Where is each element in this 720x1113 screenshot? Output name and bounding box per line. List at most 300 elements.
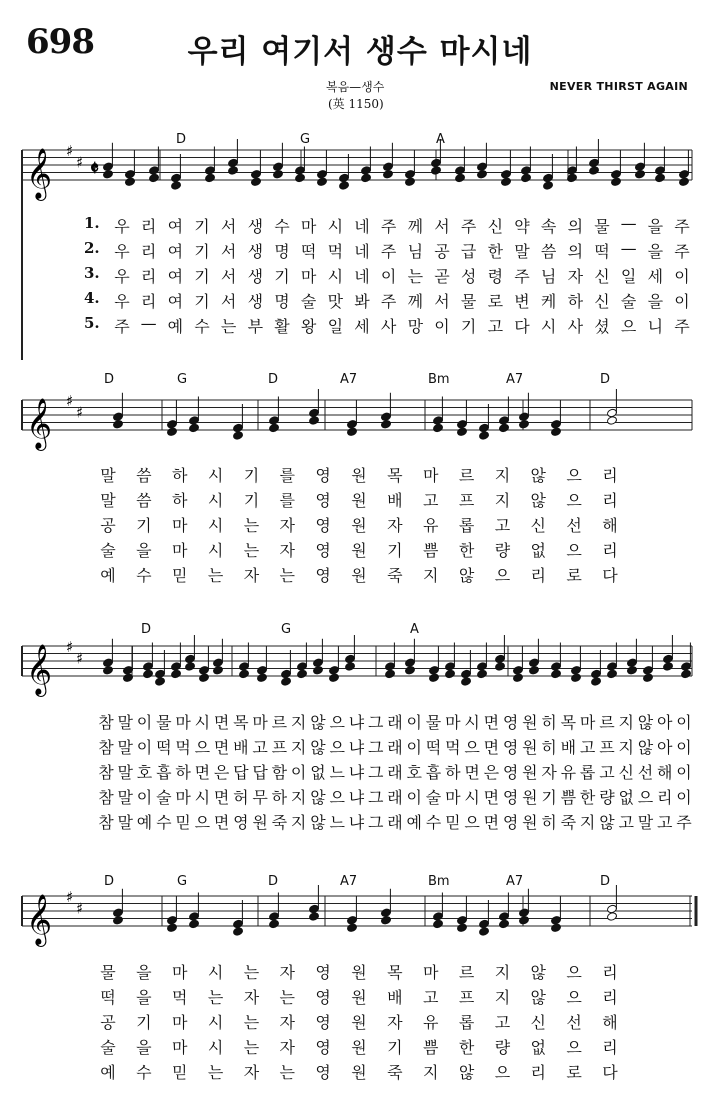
lyric-syllable: 기 (194, 292, 210, 311)
lyric-syllable: 술 (156, 788, 172, 807)
chord-symbol: A7 (506, 874, 524, 889)
lyric-syllable: 여 (167, 267, 184, 286)
lyric-syllable: 는 (207, 988, 224, 1007)
lyric-syllable: 명 (274, 242, 290, 261)
lyric-syllable: 니 (647, 317, 664, 336)
lyric-syllable: 약 (514, 217, 530, 236)
lyric-syllable: 르 (458, 963, 475, 982)
note-head (381, 908, 392, 918)
lyric-syllable: 지 (494, 491, 511, 510)
lyric-syllable: 생 (247, 242, 264, 261)
lyric-syllable: 않 (530, 963, 547, 982)
lyric-syllable: 여 (167, 242, 184, 261)
lyric-syllable: 께 (407, 217, 424, 236)
lyric-syllable: 일 (620, 267, 637, 286)
lyric-syllable: 망 (407, 317, 424, 336)
lyric-syllable: 먹 (171, 988, 188, 1007)
chord-symbol: A7 (506, 372, 524, 387)
lyric-syllable: 는 (279, 988, 296, 1007)
lyric-syllable: 신 (487, 217, 504, 236)
lyric-syllable: 이 (676, 763, 692, 782)
lyric-syllable: 이 (136, 788, 153, 807)
lyric-syllable: 명 (274, 292, 290, 311)
lyric-syllable: 주 (380, 242, 397, 261)
lyric-syllable: 흡 (156, 763, 172, 782)
lyric-syllable: 영 (315, 491, 331, 510)
lyric-syllable: 맛 (327, 292, 344, 311)
lyric-syllable: 면 (194, 763, 211, 782)
note-head (189, 919, 200, 929)
lyric-syllable: 으 (329, 713, 345, 732)
lyric-syllable: 봐 (354, 292, 370, 311)
lyric-syllable: 죽 (387, 566, 403, 585)
note-head (433, 919, 444, 929)
lyric-syllable: 리 (602, 491, 618, 510)
chord-symbol: D (600, 372, 611, 387)
lyric-syllable: 자 (279, 1013, 296, 1032)
note-head (233, 927, 244, 937)
treble-clef-icon: 𝄞 (26, 644, 53, 695)
chord-symbol: D (176, 132, 187, 147)
lyric-syllable: 않 (310, 713, 326, 732)
lyric-syllable: 로 (487, 292, 504, 311)
chord-symbol: D (141, 622, 152, 637)
lyric-syllable: 선 (566, 1013, 582, 1032)
lyric-syllable: 해 (656, 763, 673, 782)
lyric-syllable: 참 (98, 713, 114, 732)
lyric-syllable: 해 (602, 516, 618, 535)
lyric-syllable: 리 (602, 1038, 618, 1057)
lyric-syllable: 기 (541, 788, 557, 807)
lyric-syllable: 쁨 (422, 1038, 439, 1057)
lyric-syllable: 주 (380, 217, 397, 236)
lyric-syllable: 이 (380, 267, 397, 286)
lyric-syllable: 하 (171, 466, 188, 485)
lyric-syllable: 를 (279, 491, 296, 510)
sharp-icon: ♯ (76, 153, 84, 172)
lyric-syllable: 마 (175, 788, 191, 807)
lyric-syllable: 기 (136, 1013, 152, 1032)
lyric-syllable: 래 (387, 813, 403, 832)
lyric-syllable: 으 (464, 813, 480, 832)
lyric-syllable: 쁨 (560, 788, 577, 807)
lyric-syllable: 죽 (271, 813, 288, 832)
lyric-syllable: 씀 (136, 466, 152, 485)
lyric-syllable: 답 (233, 763, 249, 782)
lyric-syllable: 서 (220, 292, 237, 311)
lyric-syllable: 않 (310, 813, 326, 832)
lyric-syllable: 한 (458, 1038, 475, 1057)
lyric-syllable: 믿 (171, 566, 188, 585)
chord-symbol: D (104, 372, 115, 387)
lyric-syllable: 않 (458, 1063, 475, 1082)
lyric-syllable: 리 (140, 267, 157, 286)
lyric-syllable: 으 (620, 317, 637, 336)
lyric-syllable: 시 (464, 788, 480, 807)
lyric-syllable: 영 (502, 788, 519, 807)
note-head (457, 923, 468, 933)
lyric-syllable: 원 (351, 1013, 367, 1032)
lyric-syllable: 믿 (445, 813, 461, 832)
lyric-syllable: 를 (279, 466, 296, 485)
lyric-syllable: — (620, 214, 637, 233)
lyric-syllable: 떡 (594, 242, 610, 261)
lyric-syllable: 그 (367, 738, 384, 757)
lyric-syllable: 마 (445, 788, 461, 807)
lyric-syllable: 말 (117, 788, 133, 807)
lyric-syllable: 면 (213, 788, 230, 807)
lyric-syllable: 않 (310, 788, 326, 807)
lyric-syllable: 네 (354, 217, 370, 236)
lyric-syllable: 속 (540, 217, 557, 236)
lyric-syllable: 자 (279, 963, 296, 982)
lyric-syllable: 아 (656, 713, 673, 732)
lyric-syllable: 참 (98, 813, 114, 832)
lyric-syllable: 목 (560, 713, 577, 732)
lyric-syllable: 프 (458, 988, 475, 1007)
lyric-syllable: 량 (599, 788, 615, 807)
lyric-syllable: 원 (351, 516, 367, 535)
note-head (499, 912, 510, 922)
note-head (551, 923, 562, 933)
note-head (607, 912, 618, 922)
lyric-syllable: 목 (387, 963, 403, 982)
lyric-syllable: 마 (171, 516, 188, 535)
lyric-syllable: 자 (387, 516, 403, 535)
lyric-syllable: 지 (422, 1063, 439, 1082)
chord-symbol: G (281, 622, 292, 637)
lyric-syllable: 이 (406, 713, 422, 732)
lyric-syllable: 영 (315, 1038, 331, 1057)
lyric-syllable: 하 (171, 491, 188, 510)
lyric-syllable: 서 (434, 292, 450, 311)
lyric-syllable: 원 (351, 1063, 367, 1082)
note-head (309, 912, 320, 922)
lyric-syllable: 리 (656, 788, 673, 807)
lyric-syllable: 시 (207, 1013, 224, 1032)
lyric-syllable: 래 (387, 738, 403, 757)
lyric-syllable: 이 (674, 267, 690, 286)
lyric-syllable: 씀 (540, 242, 557, 261)
lyric-syllable: 지 (290, 788, 307, 807)
lyric-syllable: 기 (194, 267, 210, 286)
lyric-syllable: 수 (194, 317, 210, 336)
lyric-syllable: 신 (530, 516, 547, 535)
lyric-syllable: 배 (387, 988, 403, 1007)
lyric-syllable: 주 (380, 292, 397, 311)
cut-time-icon: 𝄵 (90, 155, 99, 180)
lyric-syllable: 씀 (136, 491, 152, 510)
lyric-syllable: 고 (494, 1013, 511, 1032)
lyric-syllable: 술 (620, 292, 637, 311)
lyric-syllable: 고 (422, 988, 439, 1007)
lyric-syllable: 마 (171, 1038, 188, 1057)
lyric-syllable: 자 (279, 541, 296, 560)
lyric-syllable: 느 (329, 763, 345, 782)
sharp-icon: ♯ (66, 888, 74, 906)
lyric-syllable: 없 (310, 763, 326, 782)
lyric-syllable: 말 (117, 763, 133, 782)
lyric-syllable: 냐 (348, 713, 365, 732)
lyric-syllable: 않 (530, 491, 547, 510)
lyric-syllable: 목 (233, 713, 249, 732)
lyric-syllable: 자 (387, 1013, 403, 1032)
lyric-syllable: 영 (315, 963, 331, 982)
lyric-syllable: 신 (594, 267, 610, 286)
lyric-syllable: 프 (599, 738, 615, 757)
lyric-syllable: 호 (406, 763, 422, 782)
lyric-syllable: 기 (243, 491, 260, 510)
lyric-syllable: 신 (530, 1013, 547, 1032)
sharp-icon: ♯ (66, 638, 74, 656)
lyric-syllable: 물 (460, 292, 477, 311)
lyric-syllable: 서 (220, 267, 237, 286)
lyric-syllable: 수 (156, 813, 172, 832)
lyric-syllable: 죽 (387, 1063, 403, 1082)
lyric-syllable: 는 (279, 566, 296, 585)
lyric-syllable: 사 (567, 317, 584, 336)
lyric-syllable: 자 (243, 566, 260, 585)
lyric-syllable: 않 (458, 566, 475, 585)
lyric-syllable: 으 (194, 738, 211, 757)
lyric-syllable: 르 (458, 466, 475, 485)
lyric-syllable: 면 (483, 788, 500, 807)
lyric-syllable: 셨 (594, 317, 610, 336)
lyric-syllable: 시 (207, 541, 224, 560)
lyric-syllable: 마 (579, 713, 596, 732)
lyric-syllable: 주 (674, 317, 690, 336)
lyric-syllable: 물 (100, 963, 116, 982)
lyric-syllable: 배 (387, 491, 403, 510)
lyric-syllable: 시 (207, 516, 224, 535)
lyric-syllable: 기 (136, 516, 152, 535)
lyric-syllable: 네 (354, 267, 370, 286)
lyric-syllable: 원 (351, 566, 367, 585)
chord-symbol: A7 (340, 874, 358, 889)
lyric-syllable: 느 (329, 813, 345, 832)
lyric-syllable: 예 (136, 813, 153, 832)
lyric-syllable: 그 (367, 788, 384, 807)
lyric-syllable: 그 (367, 763, 384, 782)
lyric-syllable: 주 (114, 317, 130, 336)
lyric-syllable: 면 (483, 813, 500, 832)
lyric-syllable: 한 (487, 242, 504, 261)
lyric-syllable: 냐 (348, 763, 365, 782)
lyric-syllable: 마 (445, 713, 461, 732)
lyric-syllable: 면 (213, 813, 230, 832)
lyric-syllable: 말 (514, 242, 530, 261)
lyric-syllable: 믿 (175, 813, 191, 832)
lyric-syllable: 하 (175, 763, 191, 782)
treble-clef-icon: 𝄞 (26, 398, 53, 449)
lyric-syllable: 래 (387, 763, 403, 782)
lyric-syllable: 다 (602, 566, 618, 585)
treble-clef-icon: 𝄞 (26, 894, 53, 945)
lyric-syllable: 술 (100, 541, 116, 560)
lyric-syllable: 신 (618, 763, 634, 782)
lyric-syllable: 시 (540, 317, 557, 336)
lyric-syllable: 한 (458, 541, 475, 560)
lyric-syllable: 영 (502, 713, 519, 732)
lyric-syllable: 는 (220, 317, 237, 336)
lyric-syllable: 으 (637, 788, 654, 807)
lyric-syllable: 면 (213, 738, 230, 757)
lyric-syllable: 세 (647, 267, 664, 286)
lyric-syllable: 은 (483, 763, 500, 782)
lyric-syllable: 예 (406, 813, 422, 832)
lyric-syllable: 님 (407, 242, 424, 261)
lyric-syllable: 프 (271, 738, 288, 757)
lyric-syllable: 히 (541, 813, 557, 832)
lyric-syllable: 이 (676, 738, 692, 757)
lyric-syllable: 우 (114, 242, 130, 261)
lyric-syllable: 물 (425, 713, 442, 732)
lyric-syllable: 고 (579, 738, 596, 757)
lyric-syllable: 주 (514, 267, 530, 286)
lyric-syllable: 공 (100, 1013, 116, 1032)
treble-clef-icon: 𝄞 (26, 148, 53, 199)
lyric-syllable: 마 (300, 217, 317, 236)
lyric-syllable: 자 (541, 763, 557, 782)
lyric-syllable: 수 (136, 1063, 152, 1082)
lyric-syllable: 자 (279, 516, 296, 535)
lyric-syllable: 영 (502, 813, 519, 832)
lyric-syllable: 참 (98, 738, 114, 757)
lyric-syllable: 기 (194, 217, 210, 236)
chord-symbol: A (436, 132, 445, 147)
lyric-syllable: 면 (483, 713, 500, 732)
lyric-syllable: 허 (233, 788, 249, 807)
lyric-syllable: 주 (674, 242, 690, 261)
note-head (113, 908, 124, 918)
lyric-syllable: 말 (117, 713, 133, 732)
lyric-line-verse-5 (0, 1060, 720, 1084)
lyric-syllable: 공 (434, 242, 450, 261)
lyric-syllable: 신 (594, 292, 610, 311)
note-head (113, 915, 124, 925)
lyric-syllable: 냐 (348, 813, 365, 832)
lyric-syllable: 을 (647, 292, 664, 311)
lyric-syllable: 래 (387, 713, 403, 732)
lyric-syllable: 는 (207, 1063, 224, 1082)
lyric-syllable: 술 (425, 788, 442, 807)
lyric-syllable: 원 (351, 541, 367, 560)
lyric-syllable: 시 (207, 466, 224, 485)
english-title: NEVER THIRST AGAIN (549, 80, 688, 93)
lyric-syllable: 롭 (579, 763, 596, 782)
lyric-syllable: 령 (487, 267, 504, 286)
lyric-syllable: 떡 (425, 738, 442, 757)
lyric-syllable: 이 (674, 292, 690, 311)
lyric-syllable: 영 (315, 988, 331, 1007)
lyric-syllable: 리 (530, 566, 547, 585)
lyric-syllable: 지 (290, 738, 307, 757)
lyric-syllable: 프 (458, 491, 475, 510)
lyric-line-verse-2 (0, 985, 720, 1009)
lyric-syllable: 그 (367, 713, 384, 732)
lyric-syllable: 성 (460, 267, 477, 286)
lyric-syllable: 하 (271, 788, 288, 807)
lyric-syllable: 원 (522, 813, 538, 832)
chord-symbol: D (268, 874, 279, 889)
chord-symbol: G (300, 132, 311, 147)
lyric-syllable: 주 (676, 813, 692, 832)
lyric-syllable: 말 (637, 813, 654, 832)
chord-symbol: G (177, 874, 188, 889)
lyric-syllable: 는 (243, 516, 260, 535)
lyric-syllable: 로 (566, 1063, 582, 1082)
lyric-syllable: 물 (156, 713, 172, 732)
note-head (233, 919, 244, 929)
lyric-syllable: 않 (530, 466, 547, 485)
lyric-syllable: 우 (114, 292, 130, 311)
lyric-syllable: 으 (566, 963, 582, 982)
verse-number: 4. (84, 289, 100, 307)
lyric-syllable: 마 (175, 713, 191, 732)
lyric-syllable: 로 (566, 566, 582, 585)
lyric-syllable: 영 (315, 566, 331, 585)
lyric-syllable: 리 (140, 292, 157, 311)
lyric-syllable: 영 (315, 1063, 331, 1082)
lyric-syllable: 면 (483, 738, 500, 757)
lyric-syllable: 의 (567, 242, 584, 261)
lyric-syllable: 않 (637, 738, 654, 757)
sharp-icon: ♯ (66, 142, 74, 160)
lyric-syllable: 으 (329, 788, 345, 807)
note-head (499, 919, 510, 929)
lyric-syllable: 세 (354, 317, 370, 336)
lyric-syllable: 서 (220, 242, 237, 261)
lyric-syllable: 영 (502, 738, 519, 757)
lyric-syllable: 하 (445, 763, 461, 782)
verse-number: 1. (84, 214, 100, 232)
lyric-syllable: 한 (579, 788, 596, 807)
lyric-syllable: 참 (98, 763, 114, 782)
lyric-syllable: 하 (567, 292, 584, 311)
lyric-syllable: 주 (674, 217, 690, 236)
lyric-syllable: 부 (247, 317, 264, 336)
lyric-syllable: 먹 (327, 242, 344, 261)
lyric-syllable: 예 (100, 566, 116, 585)
lyric-syllable: 고 (618, 813, 634, 832)
lyric-syllable: 리 (602, 988, 618, 1007)
lyric-syllable: 서 (434, 217, 450, 236)
lyric-syllable: 영 (315, 1013, 331, 1032)
chord-symbol: Bm (428, 372, 450, 387)
lyric-syllable: 원 (351, 1038, 367, 1057)
lyric-syllable: 이 (290, 763, 307, 782)
lyric-syllable: 을 (136, 541, 152, 560)
lyric-syllable: 시 (194, 788, 211, 807)
lyric-syllable: 르 (599, 713, 615, 732)
lyric-syllable: 자 (567, 267, 584, 286)
lyric-syllable: 아 (656, 738, 673, 757)
lyric-syllable: 기 (243, 466, 260, 485)
lyric-syllable: 영 (315, 466, 331, 485)
lyric-syllable: 냐 (348, 788, 365, 807)
chord-symbol: Bm (428, 874, 450, 889)
lyric-syllable: 예 (167, 317, 184, 336)
lyric-syllable: 지 (579, 813, 596, 832)
lyric-syllable: 을 (647, 242, 664, 261)
lyric-syllable: 물 (594, 217, 610, 236)
chord-symbol: A (410, 622, 419, 637)
lyric-syllable: 해 (602, 1013, 618, 1032)
lyric-syllable: 는 (207, 566, 224, 585)
lyric-syllable: 기 (194, 242, 210, 261)
lyric-syllable: 으 (566, 491, 582, 510)
lyric-syllable: 고 (599, 763, 615, 782)
